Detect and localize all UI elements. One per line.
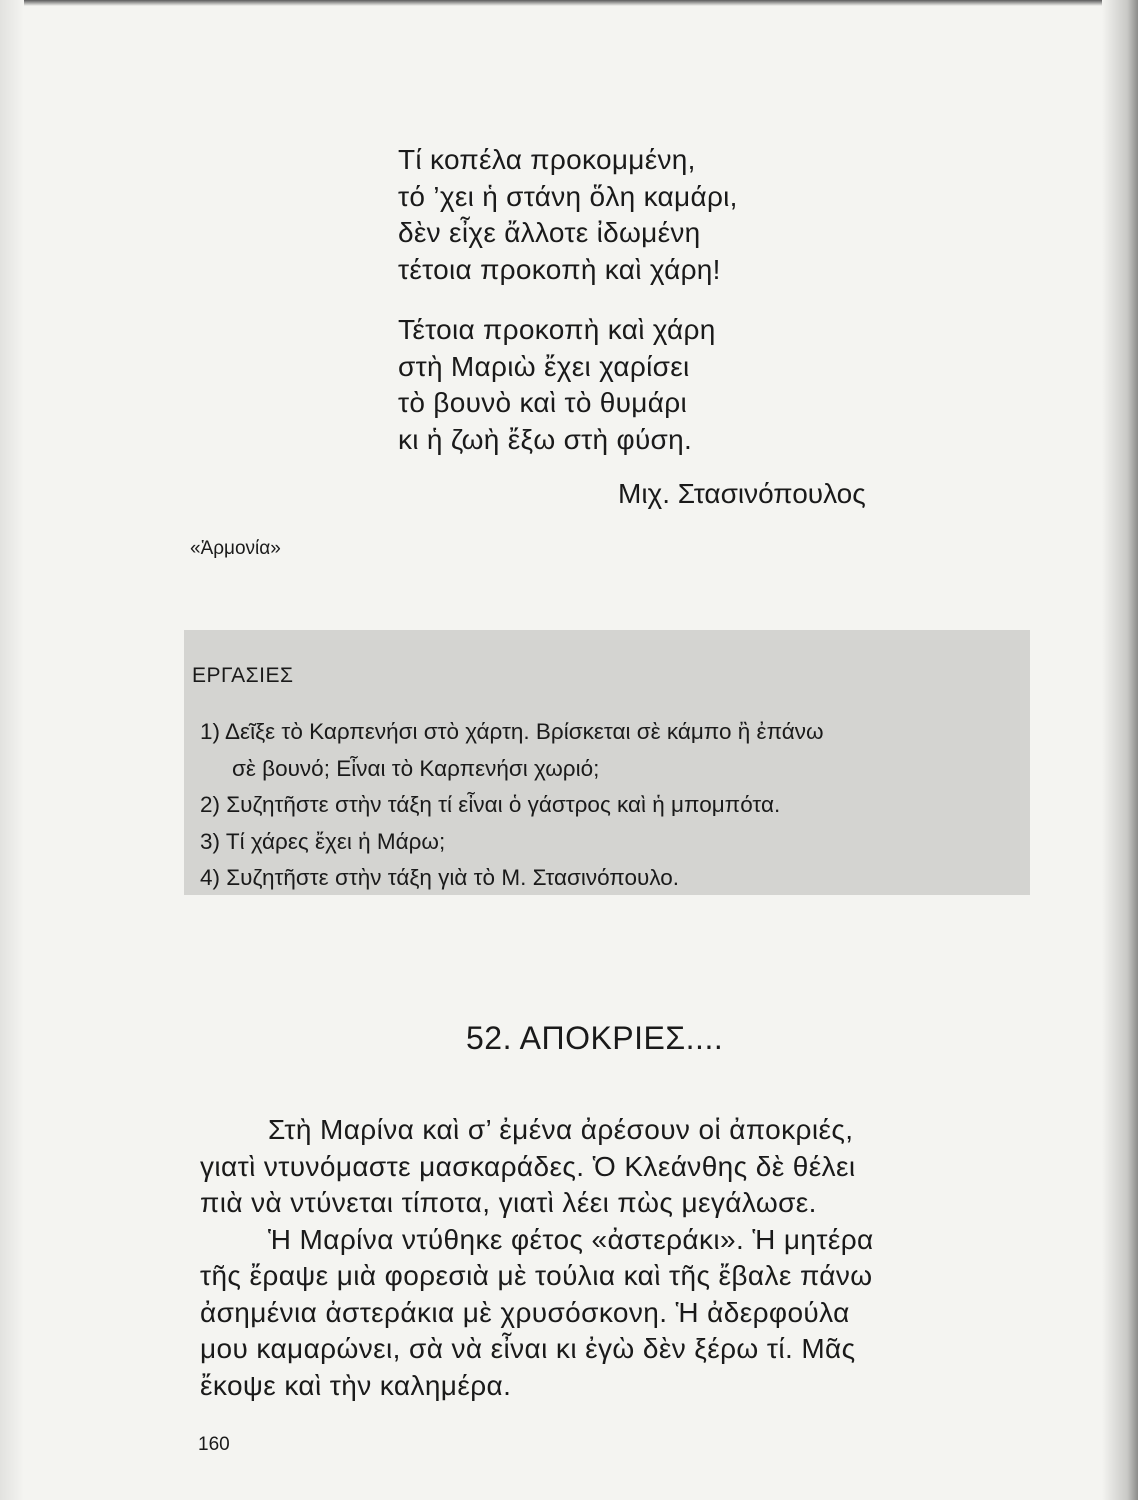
poem-line: τὸ βουνὸ καὶ τὸ θυμάρι <box>398 387 687 418</box>
exercises-title: ΕΡΓΑΣΙΕΣ <box>192 664 294 687</box>
poem-line: τό ’χει ἡ στάνη ὅλη καμάρι, <box>398 180 738 212</box>
poem-line: τέτοια προκοπὴ καὶ χάρη! <box>398 253 721 285</box>
exercise-item: 3) Τί χάρες ἔχει ἡ Μάρω; <box>200 828 446 854</box>
page-top-edge-shadow <box>0 0 1138 6</box>
text-line: Ἡ Μαρίνα ντύθηκε φέτος «ἀστεράκι». Ἡ μητέρα <box>268 1223 874 1255</box>
exercise-item: 4) Συζητῆστε στὴν τάξη γιὰ τὸ Μ. Στασινόπουλο. <box>200 865 680 890</box>
exercises-list <box>200 714 824 897</box>
poem-line: δὲν εἶχε ἄλλοτε ἰδωμένη <box>398 217 701 248</box>
exercises-box <box>184 630 1030 895</box>
exercise-item: 1) Δεῖξε τὸ Καρπενήσι στὸ χάρτη. Βρίσκεται σὲ κάμπο ἢ ἐπάνω <box>200 719 824 744</box>
poem-author: Μιχ. Στασινόπουλος <box>618 478 866 509</box>
poem-line: Τέτοια προκοπὴ καὶ χάρη <box>398 314 716 345</box>
exercise-item-continuation: σὲ βουνό; Εἶναι τὸ Καρπενήσι χωριό; <box>232 755 600 781</box>
poem-line: Τί κοπέλα προκομμένη, <box>398 144 696 175</box>
text-line: ἀσημένια ἀστεράκια μὲ χρυσόσκονη. Ἡ ἀδερφούλα <box>200 1296 850 1328</box>
text-line: γιατὶ ντυνόμαστε μασκαράδες. Ὁ Κλεάνθης δὲ θέλει <box>200 1150 856 1182</box>
poem-line: κι ἡ ζωὴ ἔξω στὴ φύση. <box>398 423 693 455</box>
poem-stanza-1 <box>398 142 738 288</box>
poem-stanza-2 <box>398 312 738 458</box>
page-number: 160 <box>198 1434 230 1455</box>
poem-source: «Ἁρμονία» <box>190 538 281 559</box>
chapter-text <box>200 1112 874 1404</box>
text-line: πιὰ νὰ ντύνεται τίποτα, γιατὶ λέει πὼς μεγάλωσε. <box>200 1187 817 1218</box>
page-gutter-shadow <box>0 0 24 1500</box>
text-line: ἔκοψε καὶ τὴν καλημέρα. <box>200 1369 512 1401</box>
exercise-item: 2) Συζητῆστε στὴν τάξη τί εἶναι ὁ γάστρος καὶ ἡ μπομπότα. <box>200 792 781 817</box>
page-right-edge-shadow <box>1102 0 1138 1500</box>
poem-line: στὴ Μαριὼ ἔχει χαρίσει <box>398 350 690 382</box>
text-line: τῆς ἔραψε μιὰ φορεσιὰ μὲ τούλια καὶ τῆς ἔβαλε πάνω <box>200 1260 873 1291</box>
poem <box>398 142 738 482</box>
text-line: Στὴ Μαρίνα καὶ σ’ ἐμένα ἀρέσουν οἱ ἀποκριές, <box>268 1114 854 1145</box>
chapter-title: 52. ΑΠΟΚΡΙΕΣ.... <box>466 1020 724 1056</box>
text-line: μου καμαρώνει, σὰ νὰ εἶναι κι ἐγὼ δὲν ξέρω τί. Μᾶς <box>200 1333 856 1364</box>
